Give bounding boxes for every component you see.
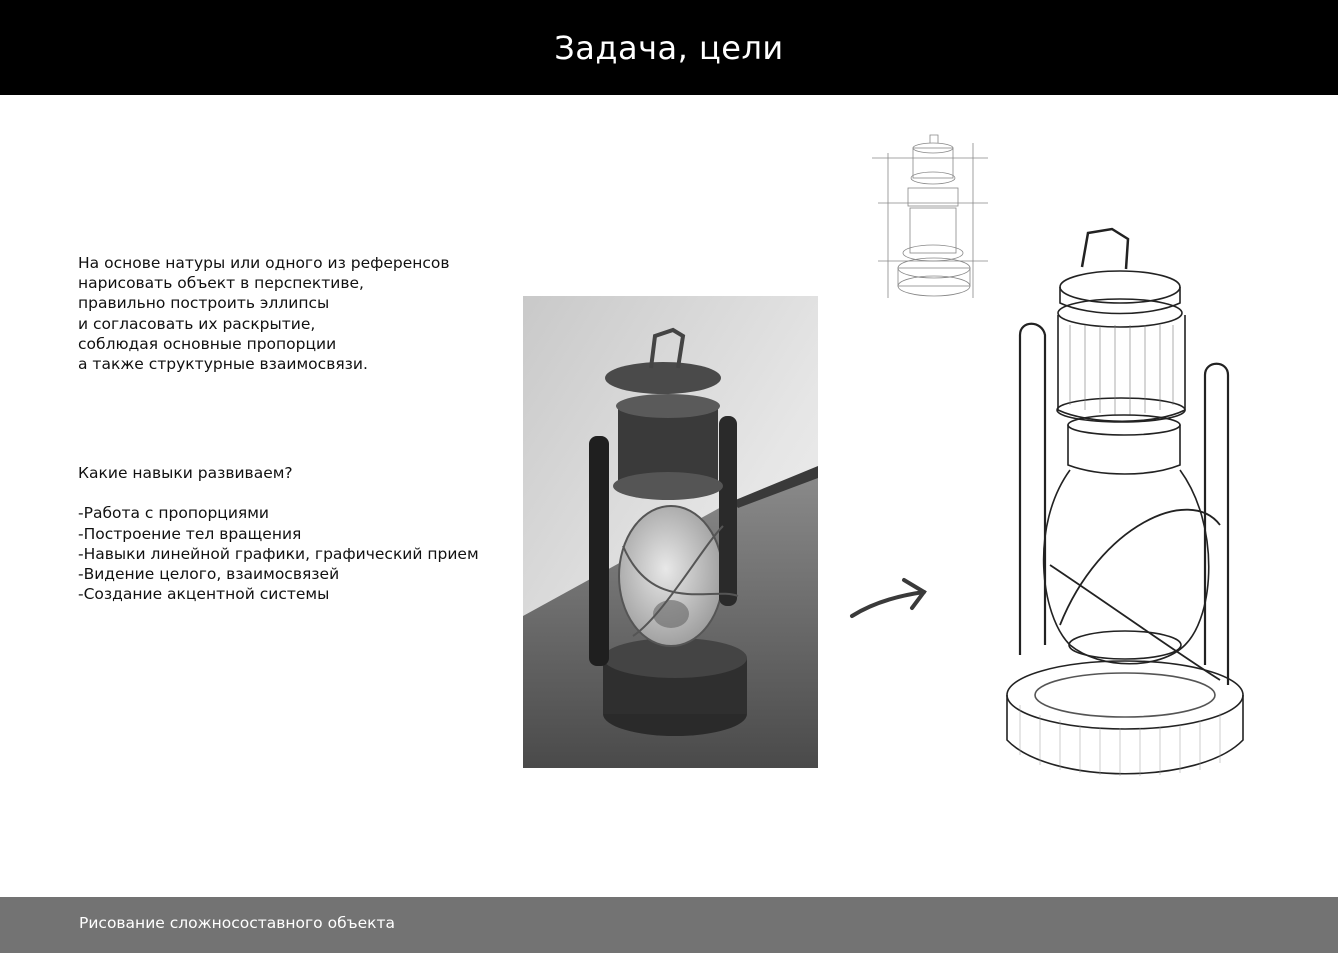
intro-line: правильно построить эллипсы <box>78 294 330 313</box>
skill-item: -Видение целого, взаимосвязей <box>78 565 340 583</box>
intro-line: и согласовать их раскрытие, <box>78 314 316 333</box>
skill-item: -Навыки линейной графики, графический прием <box>78 544 479 563</box>
lantern-photo <box>523 296 818 768</box>
lantern-drawing <box>990 225 1260 805</box>
footer-bar <box>0 897 1338 953</box>
skills-heading: Какие навыки развиваем? <box>78 464 293 482</box>
footer-caption: Рисование сложносоставного объекта <box>79 914 396 932</box>
skill-item: -Построение тел вращения <box>78 524 302 543</box>
construction-sketch <box>868 133 993 303</box>
skill-item: -Работа с пропорциями <box>78 504 270 523</box>
arrow-right-icon <box>846 572 932 622</box>
intro-line: нарисовать объект в перспективе, <box>78 274 364 293</box>
header-bar <box>0 0 1338 95</box>
intro-line: На основе натуры или одного из референсов <box>78 254 450 272</box>
intro-text <box>78 253 450 374</box>
page-title: Задача, цели <box>554 28 784 67</box>
skills-list <box>78 463 479 604</box>
intro-line: а также структурные взаимосвязи. <box>78 355 368 374</box>
intro-line: соблюдая основные пропорции <box>78 334 337 353</box>
skill-item: -Создание акцентной системы <box>78 585 330 604</box>
